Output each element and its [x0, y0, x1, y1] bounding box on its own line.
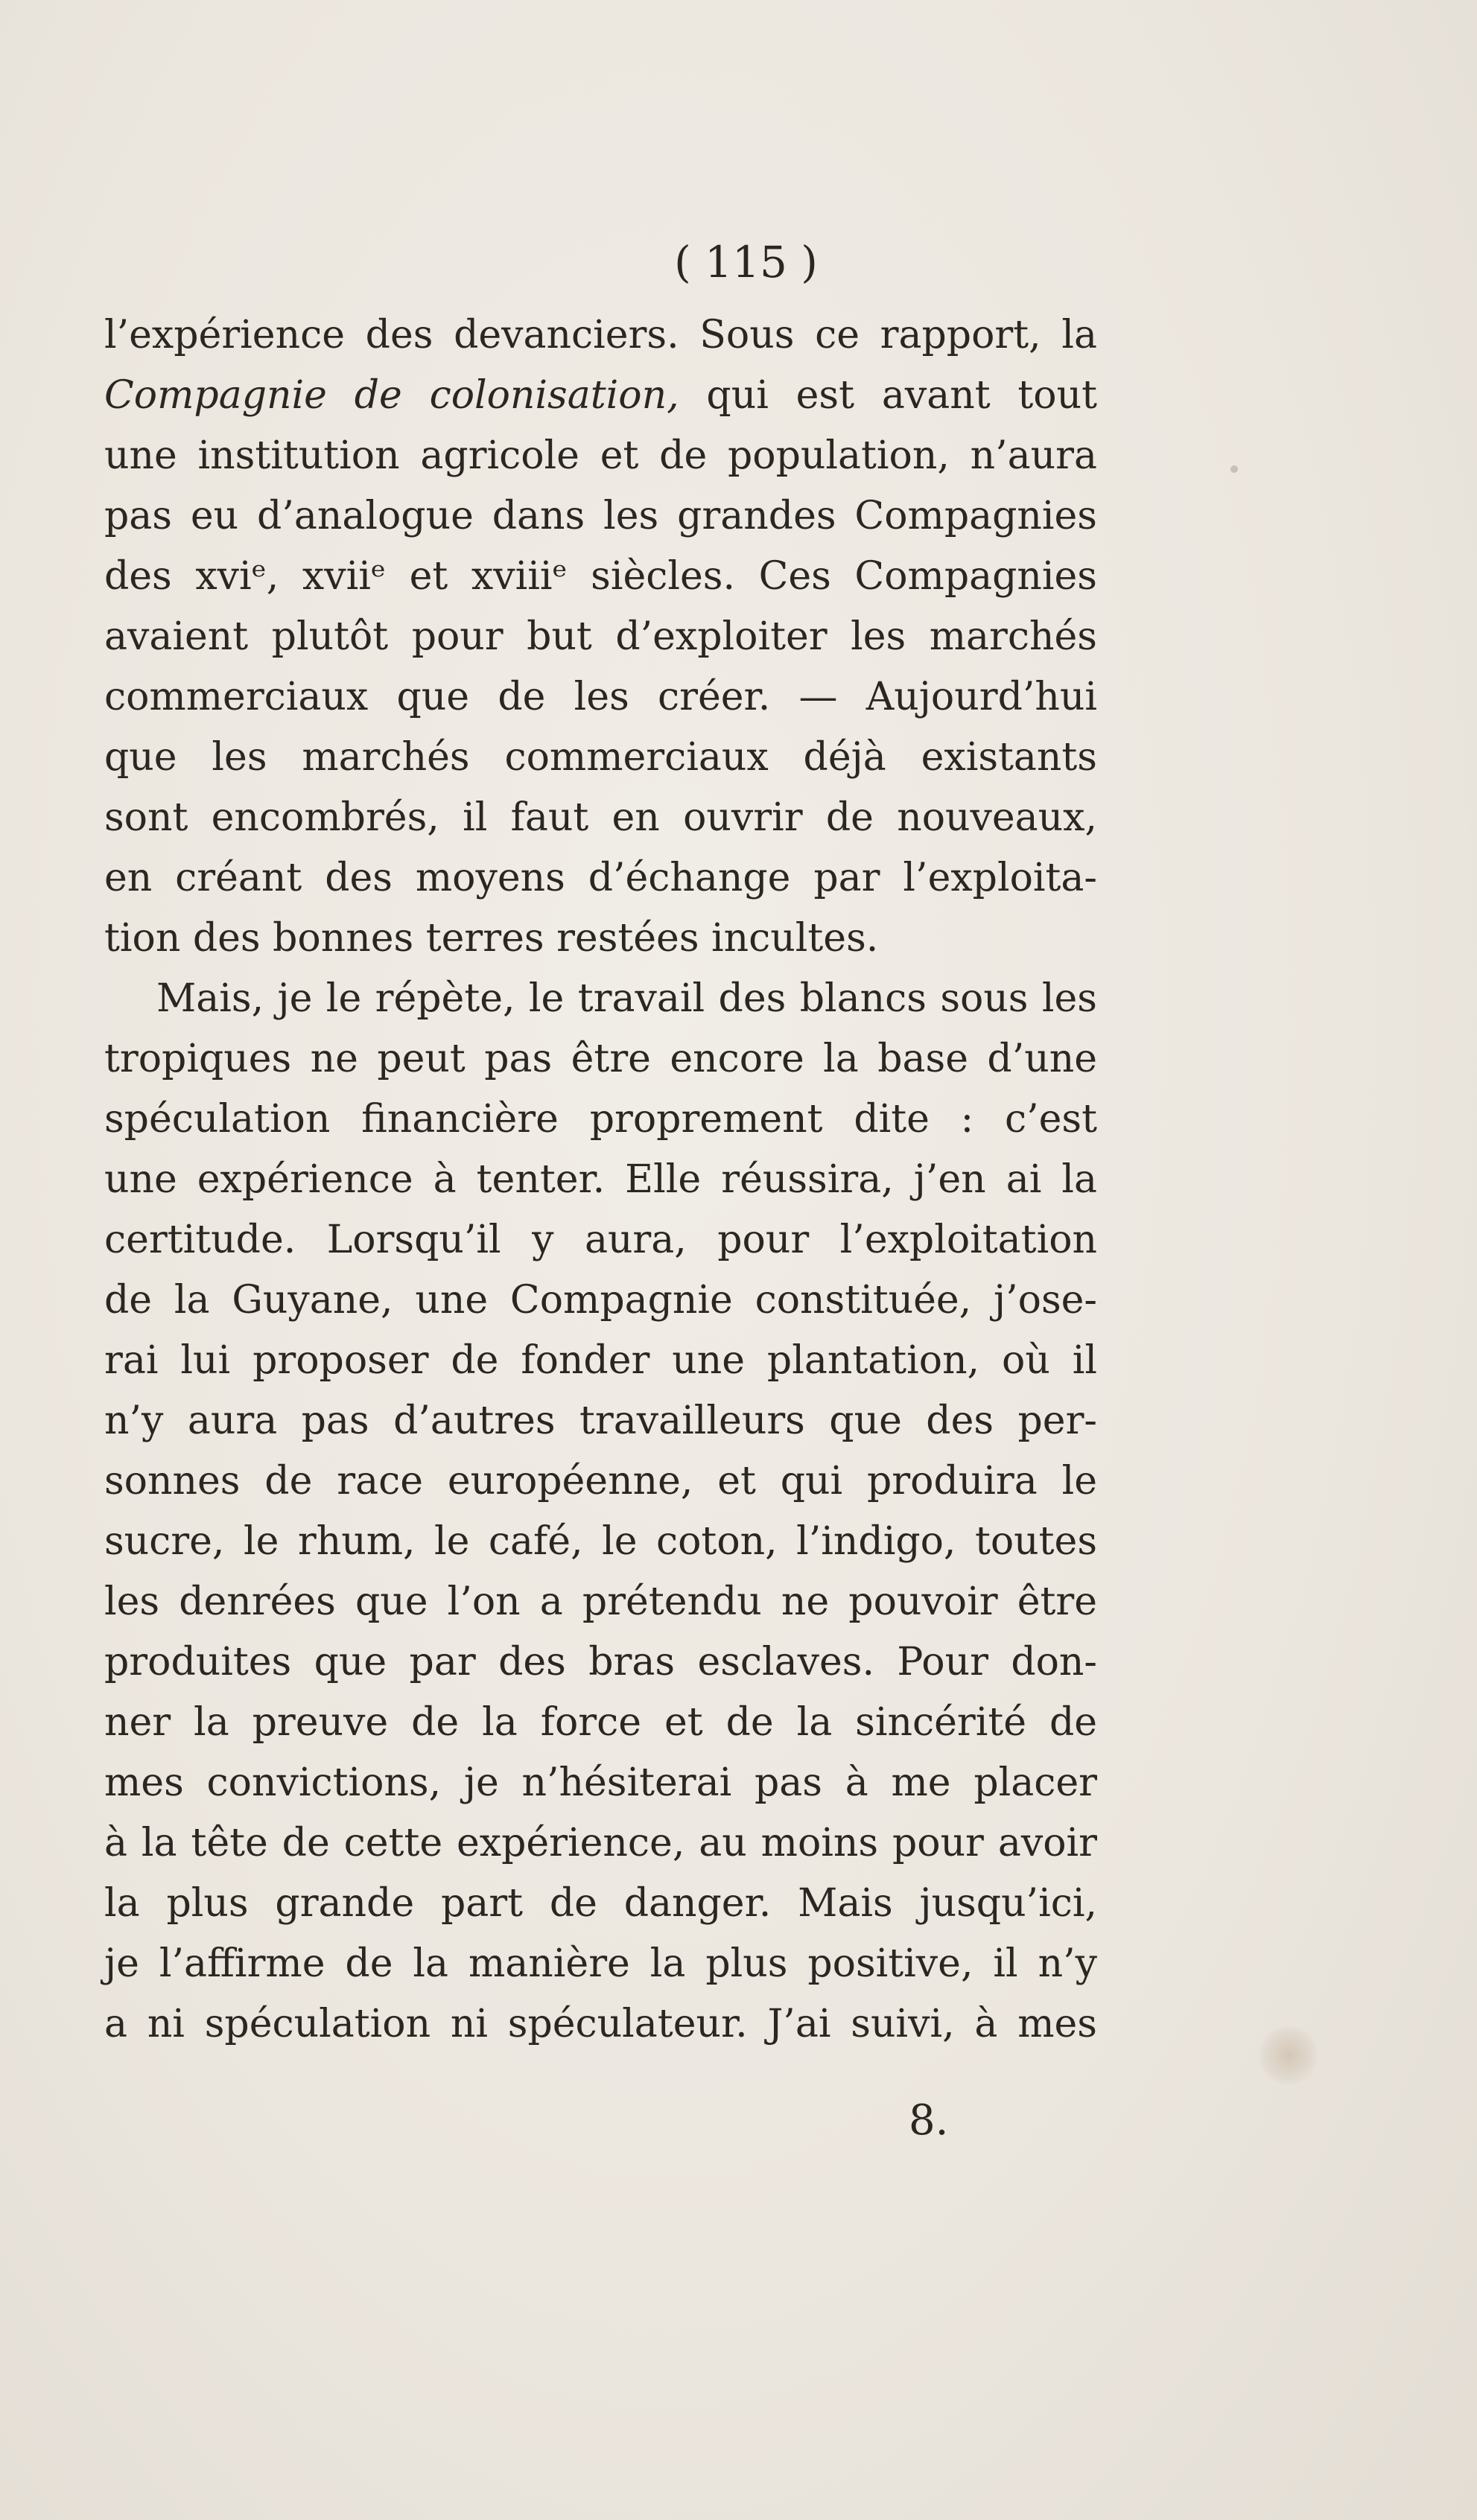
text-line: tion des bonnes terres restées incultes.	[104, 916, 879, 961]
text-line: une expérience à tenter. Elle réussira, j’en ai la	[104, 1157, 1097, 1202]
text-line: rai lui proposer de fonder une plantation, où il	[104, 1338, 1097, 1383]
text-line: Compagnie de colonisation, qui est avant tout	[104, 373, 1097, 418]
text-line: avaient plutôt pour but d’exploiter les marchés	[104, 614, 1097, 659]
italic-phrase: Compagnie de colonisation,	[104, 373, 679, 418]
text-line: ner la preuve de la force et de la sincérité de	[104, 1700, 1097, 1745]
text-line: commerciaux que de les créer. — Aujourd’hui	[104, 675, 1097, 719]
text-line: sont encombrés, il faut en ouvrir de nouveaux,	[104, 795, 1097, 840]
text-line: je l’affirme de la manière la plus positive, il n’y	[104, 1941, 1097, 1986]
body-text	[104, 305, 1097, 2055]
text-line: mes convictions, je n’hésiterai pas à me placer	[104, 1760, 1097, 1805]
paper-speck	[1230, 465, 1238, 473]
text-line: sonnes de race européenne, et qui produira le	[104, 1459, 1097, 1504]
page-number-header: ( 115 )	[674, 237, 818, 287]
text-line: produites que par des bras esclaves. Pour don-	[104, 1640, 1097, 1684]
text-line: que les marchés commerciaux déjà existants	[104, 735, 1097, 780]
signature-mark: 8.	[909, 2096, 949, 2145]
text-line: spéculation financière proprement dite : c’est	[104, 1097, 1097, 1142]
text-line: une institution agricole et de population, n’aura	[104, 433, 1097, 478]
text-line: les denrées que l’on a prétendu ne pouvoir être	[104, 1579, 1097, 1624]
text-line: n’y aura pas d’autres travailleurs que des per-	[104, 1399, 1097, 1443]
text-line: l’expérience des devanciers. Sous ce rapport, la	[104, 313, 1097, 357]
text-line: tropiques ne peut pas être encore la base d’une	[104, 1037, 1097, 1081]
text-line: de la Guyane, une Compagnie constituée, j’ose-	[104, 1278, 1097, 1323]
text-line: pas eu d’analogue dans les grandes Compagnies	[104, 494, 1097, 538]
text-line: la plus grande part de danger. Mais jusqu’ici,	[104, 1881, 1097, 1926]
text-line: en créant des moyens d’échange par l’exploita-	[104, 856, 1097, 900]
text-line: a ni spéculation ni spéculateur. J’ai suivi, à mes	[104, 2002, 1097, 2046]
text-line: sucre, le rhum, le café, le coton, l’indigo, toutes	[104, 1519, 1097, 1564]
text-line: Mais, je le répète, le travail des blancs sous les	[156, 976, 1097, 1021]
text-line: des xviᵉ, xviiᵉ et xviiiᵉ siècles. Ces Compagnies	[104, 554, 1097, 599]
paper-stain	[1259, 2026, 1318, 2085]
text-line: à la tête de cette expérience, au moins pour avoir	[104, 1821, 1097, 1865]
text-line: certitude. Lorsqu’il y aura, pour l’exploitation	[104, 1218, 1097, 1262]
